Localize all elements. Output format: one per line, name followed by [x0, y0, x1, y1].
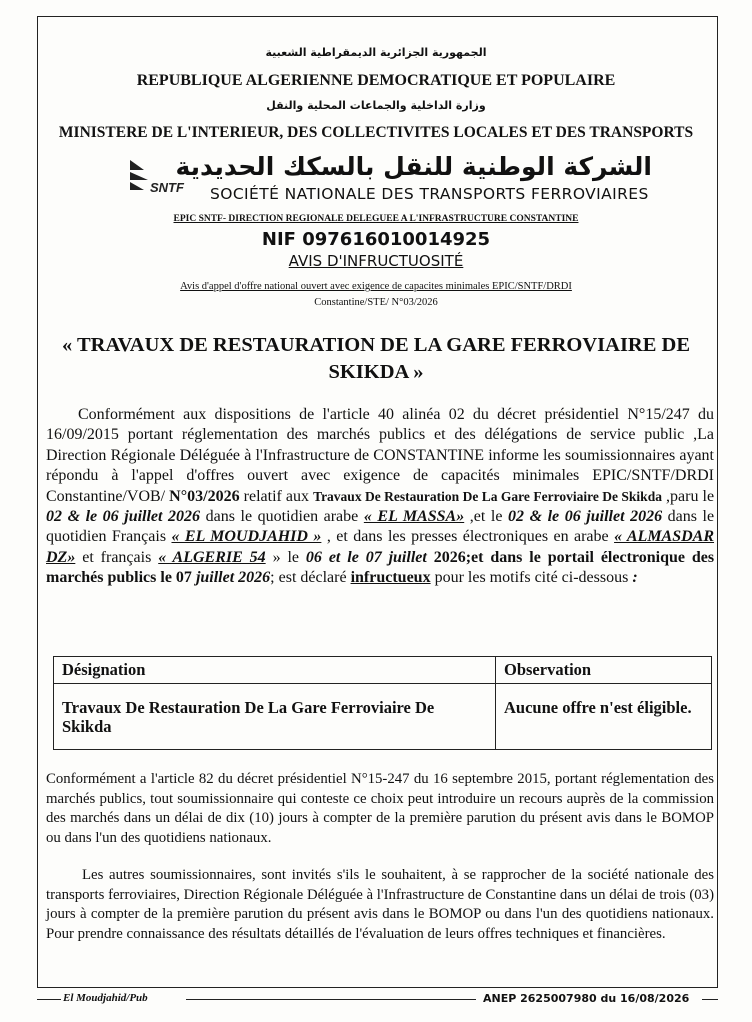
designation-cell: Travaux De Restauration De La Gare Ferroviaire De Skikda	[54, 684, 496, 750]
arabic-republic-line: الجمهورية الجزائرية الديمقراطية الشعبية	[265, 46, 487, 59]
tender-reference-line1: Avis d'appel d'offre national ouvert avec exigence de capacites minimales EPIC/SNTF/DRDI	[180, 281, 572, 292]
paragraph-3: Les autres soumissionnaires, sont invités s'ils le souhaitent, à se rapprocher de la société nationale des transports ferroviaires, Direction Régionale Déléguée à l'Infrastructure de Constantine dans un délai de trois (03) jours à compter de la première parution du présent avis dans le BOMOP ou dans l'un des quotidiens nationaux. Pour prendre connaissance des résultats détaillés de l'évaluation de leurs offres techniques et financières.	[46, 867, 714, 942]
observation-cell: Aucune offre n'est éligible.	[496, 684, 712, 750]
ministry-line: MINISTERE DE L'INTERIEUR, DES COLLECTIVITES LOCALES ET DES TRANSPORTS	[58, 124, 694, 141]
observation-header: Observation	[496, 657, 712, 684]
arabic-ministry-line: وزارة الداخلية والجماعات المحلية والنقل	[266, 99, 486, 112]
arabic-company-name: الشركة الوطنية للنقل بالسكك الحديدية	[175, 152, 652, 181]
footer-anep-reference: ANEP 2625007980 du 16/08/2026	[483, 992, 690, 1005]
company-name: SOCIÉTÉ NATIONALE DES TRANSPORTS FERROVIAIRES	[210, 185, 649, 203]
tender-reference-line2: Constantine/STE/ N°03/2026	[314, 297, 438, 308]
direction-line: EPIC SNTF- DIRECTION REGIONALE DELEGUEE A L'INFRASTRUCTURE CONSTANTINE	[173, 214, 579, 224]
paragraph-2: Conformément a l'article 82 du décret présidentiel N°15-247 du 16 septembre 2015, portant réglementation des marchés publics, tout soumissionnaire qui conteste ce choix peut introduire un recours auprès de la commission des marchés dans un délai de dix (10) jours à compter de la première parution du présent avis dans le BOMOP ou dans l'un des quotidiens nationaux.	[46, 771, 714, 846]
footer-rule-left	[37, 999, 61, 1000]
sntf-logo-text: SNTF	[150, 180, 184, 195]
republic-line: REPUBLIQUE ALGERIENNE DEMOCRATIQUE ET POPULAIRE	[136, 72, 616, 89]
designation-header: Désignation	[54, 657, 496, 684]
footer-rule-right	[702, 999, 718, 1000]
notice-title: « TRAVAUX DE RESTAURATION DE LA GARE FERROVIAIRE DE SKIKDA »	[61, 334, 691, 383]
footer-publication: El Moudjahid/Pub	[63, 992, 148, 1004]
footer-rule-middle	[186, 999, 476, 1000]
paragraph-1: Conformément aux dispositions de l'article 40 alinéa 02 du décret présidentiel N°15/247 du 16/09/2015 portant réglementation des marchés publics et des délégations de service public ,La Direction Régionale Déléguée à l'Infrastructure de CONSTANTINE informe les soumissionnaires ayant répondu à l'appel d'offres ouvert avec exigence de capacités minimales EPIC/SNTF/DRDI Constantine/VOB/ N°03/2026 relatif aux Travaux De Restauration De La Gare Ferroviaire De Skikda ,paru le 02 & le 06 juillet 2026 dans le quotidien arabe « EL MASSA» ,et le 02 & le 06 juillet 2026 dans le quotidien Français « EL MOUDJAHID » , et dans les presses électroniques en arabe « ALMASDAR DZ» et français « ALGERIE 54 » le 06 et le 07 juillet 2026;et dans le portail électronique des marchés publics le 07 juillet 2026; est déclaré infructueux pour les motifs cité ci-dessous :	[46, 406, 715, 587]
avis-heading: AVIS D'INFRUCTUOSITÉ	[288, 252, 464, 270]
nif-number: NIF 097616010014925	[261, 229, 491, 250]
designation-table	[53, 656, 712, 750]
